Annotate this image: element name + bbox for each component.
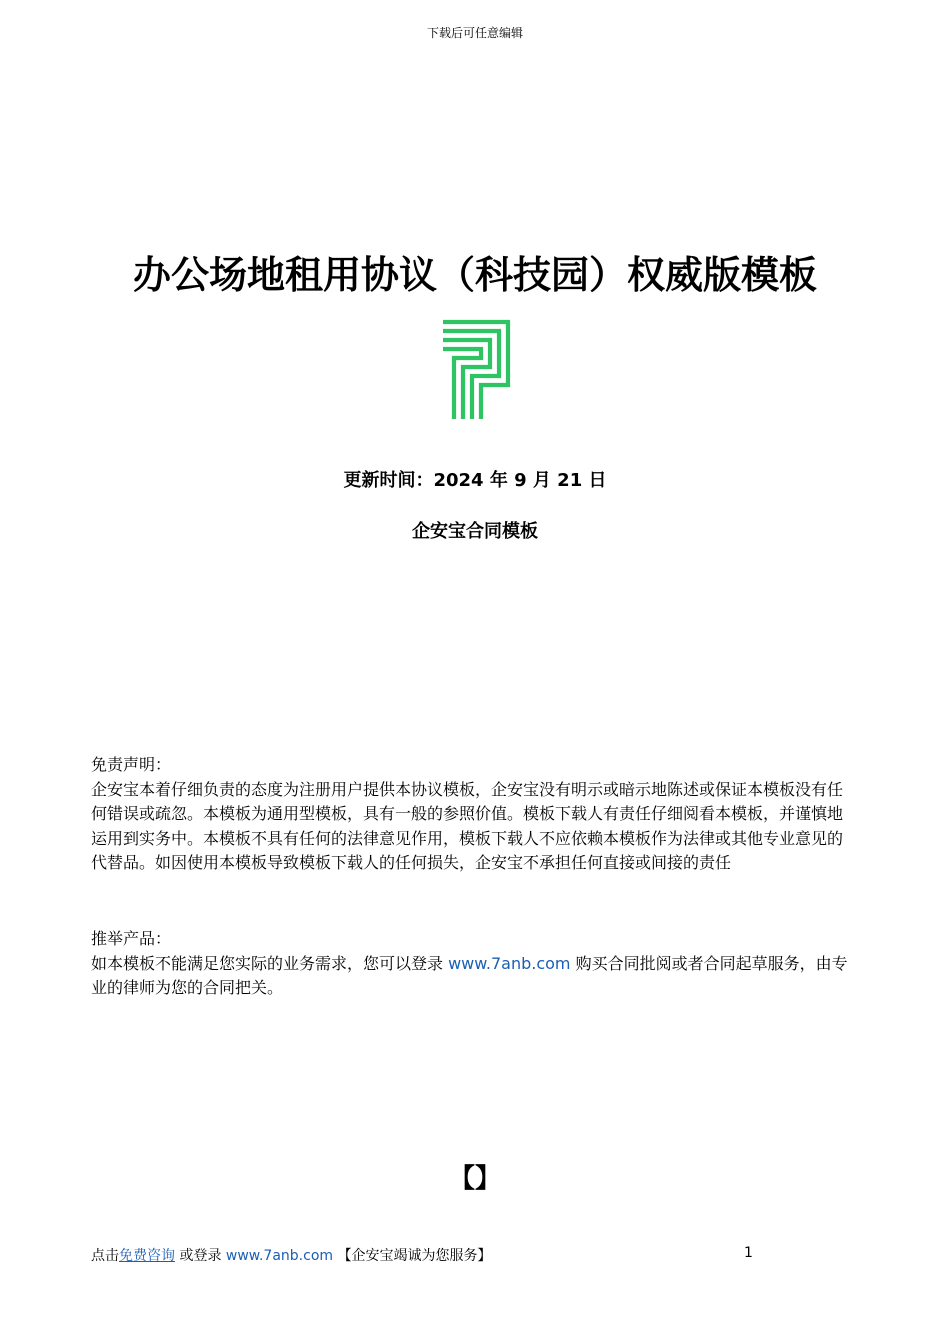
page-number: 1 [744,1245,753,1261]
bracket-mark: 【】 [448,1164,501,1194]
recommend-body [91,952,851,1001]
recommend-section [91,927,851,1001]
disclaimer-section [91,753,851,876]
header-note: 下载后可任意编辑 [426,26,523,40]
recommend-text-before: 如本模板不能满足您实际的业务需求，您可以登录 [91,953,449,973]
disclaimer-body: 企安宝本着仔细负责的态度为注册用户提供本协议模板，企安宝没有明示或暗示地陈述或保证本模板没有任何错误或疏忽。本模板为通用型模板，具有一般的参照价值。模板下载人有责任仔细阅看本模板，并谨慎地运用到实务中。本模板不具有任何的法律意见作用，模板下载人不应依赖本模板作为法律或其他专业意见的代替品。如因使用本模板导致模板下载人的任何损失，企安宝不承担任何直接或间接的责任 [91,779,844,872]
recommend-text-after: 购买合同批阅或者合同起草服务，由专业的律师为您的合同把关。 [91,953,848,997]
disclaimer-heading: 免责声明： [91,755,172,774]
recommend-site-link[interactable]: www.7anb.com [448,953,576,973]
update-date: 更新时间：2024 年 9 月 21 日 [343,470,607,491]
footer-site-link[interactable]: www.7anb.com [225,1248,334,1264]
brand-name: 企安宝合同模板 [412,521,538,542]
footer-suffix: 【企安宝竭诚为您服务】 [333,1248,492,1264]
free-consult-link[interactable]: 免费咨询 [119,1248,175,1264]
7anb-logo-icon [441,319,511,421]
footer-prefix: 点击 [91,1248,119,1264]
recommend-heading: 推举产品： [91,929,172,948]
page-title: 办公场地租用协议（科技园）权威版模板 [132,253,817,297]
footer-middle: 或登录 [175,1248,226,1264]
